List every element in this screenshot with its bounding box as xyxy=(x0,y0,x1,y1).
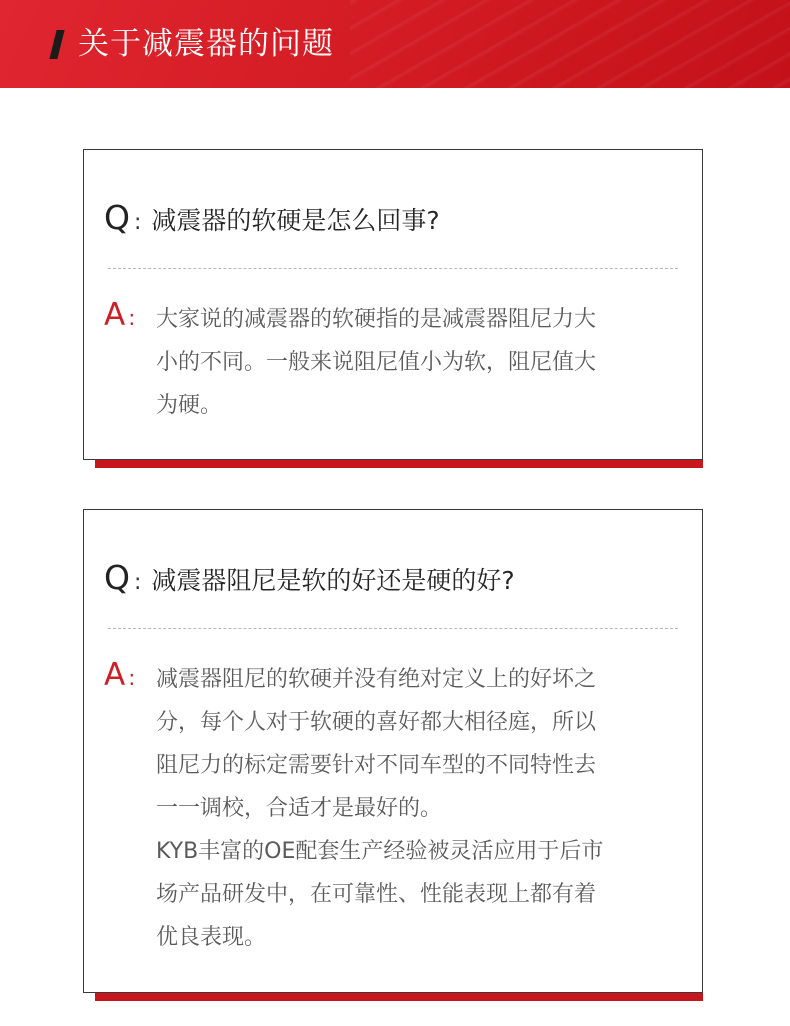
faq-card-1 xyxy=(83,149,703,460)
question-text: 减震器阻尼是软的好还是硬的好? xyxy=(151,566,515,595)
answer-colon: : xyxy=(128,666,136,690)
card-accent-bar xyxy=(95,460,703,468)
question-marker: Q xyxy=(104,198,130,237)
card-accent-bar xyxy=(95,993,703,1001)
question-colon: : xyxy=(133,570,142,595)
answer-line: 一一调校，合适才是最好的。 xyxy=(156,796,443,821)
faq-card-body xyxy=(83,509,703,993)
answer-line: 为硬。 xyxy=(156,393,223,418)
answer-marker xyxy=(104,655,135,698)
answer-line: 大家说的减震器的软硬指的是减震器阻尼力大 xyxy=(156,307,597,332)
page-title: 关于减震器的问题 xyxy=(78,26,334,62)
answer-line: 优良表现。 xyxy=(156,925,267,950)
faq-card-body xyxy=(83,149,703,460)
answer-letter: A xyxy=(104,657,126,693)
faq-card-2 xyxy=(83,509,703,993)
question-colon: : xyxy=(133,210,142,235)
header-banner xyxy=(0,0,790,88)
answer-text xyxy=(156,658,666,959)
answer-line: 分，每个人对于软硬的喜好都大相径庭，所以 xyxy=(156,710,597,735)
answer-line: 阻尼力的标定需要针对不同车型的不同特性去 xyxy=(156,753,597,778)
answer-text xyxy=(156,298,666,427)
answer-line: 小的不同。一般来说阻尼值小为软，阻尼值大 xyxy=(156,350,597,375)
answer-line: KYB丰富的OE配套生产经验被灵活应用于后市 xyxy=(156,839,604,864)
answer-line: 减震器阻尼的软硬并没有绝对定义上的好坏之 xyxy=(156,667,597,692)
question-marker: Q xyxy=(104,558,130,597)
answer-marker xyxy=(104,295,135,338)
question-text: 减震器的软硬是怎么回事? xyxy=(151,206,440,235)
answer-line: 场产品研发中，在可靠性、性能表现上都有着 xyxy=(156,882,597,907)
dashed-divider xyxy=(108,268,678,269)
dashed-divider xyxy=(108,628,678,629)
question-row xyxy=(104,558,515,601)
slash-mark-icon xyxy=(49,30,64,59)
answer-colon: : xyxy=(128,306,136,330)
question-row xyxy=(104,198,440,241)
answer-letter: A xyxy=(104,297,126,333)
